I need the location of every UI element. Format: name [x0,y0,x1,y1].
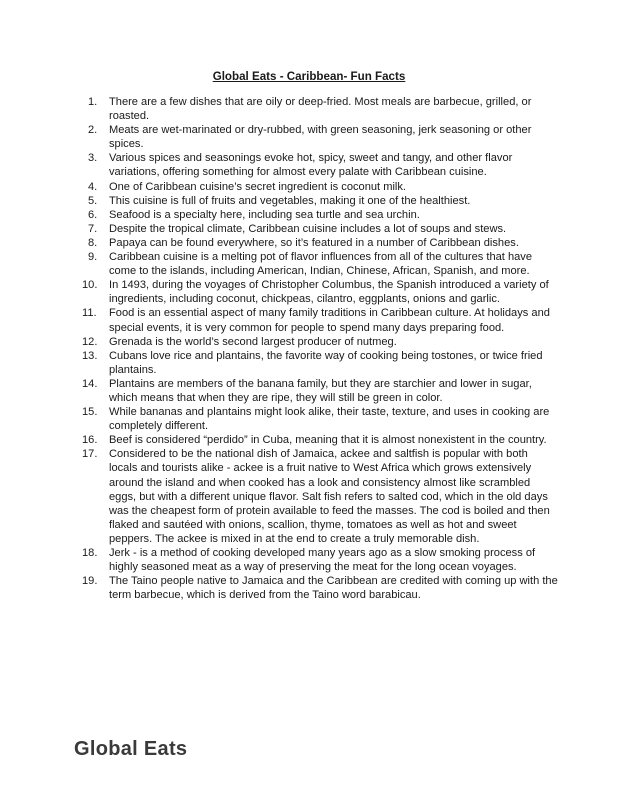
fact-text: While bananas and plantains might look alike, their taste, texture, and uses in cooking are completely different. [109,406,550,433]
fact-number: 19. [82,575,98,588]
fact-text: Food is an essential aspect of many family traditions in Caribbean culture. At holidays and special events, it is very common for people to spend many days preparing food. [109,307,550,334]
fact-item [88,194,558,208]
fact-number: 10. [82,279,98,292]
fact-item [88,180,558,194]
fact-text: Considered to be the national dish of Jamaica, ackee and saltfish is popular with both locals and tourists alike - ackee is a fruit native to West Africa which grows extensively around the island and when cooked has a look and consistency almost like scrambled eggs, but with a different unique flavor. Salt fish refers to salted cod, which in the old days was the cheapest form of protein available to feed the masses. The cod is boiled and then flaked and sautéed with onions, scallion, thyme, tomatoes as well as hot and sweet peppers. The ackee is mixed in at the end to create a truly memorable dish. [109,448,550,545]
fact-number: 5. [88,194,98,207]
fact-item [82,433,558,447]
fact-item [88,151,558,179]
fact-number: 12. [82,335,98,348]
fact-item [88,250,558,278]
fact-item [82,405,558,433]
fact-text: The Taino people native to Jamaica and the Caribbean are credited with coming up with the term barbecue, which is derived from the Taino word barabicau. [109,575,558,602]
fact-text: Various spices and seasonings evoke hot, spicy, sweet and tangy, and other flavor variations, offering something for almost every palate with Caribbean cuisine. [109,152,513,179]
fact-item [88,208,558,222]
global-eats-logo: Global Eats [74,738,188,760]
fact-number: 15. [82,406,98,419]
fact-number: 16. [82,434,98,447]
fact-text: This cuisine is full of fruits and vegetables, making it one of the healthiest. [109,194,471,207]
fact-number: 1. [88,96,98,108]
fact-item [82,335,558,349]
fact-item [88,95,558,123]
fact-item [82,447,558,546]
fact-number: 7. [88,222,98,235]
fact-item [88,123,558,151]
fact-number: 13. [82,349,98,362]
fact-number: 18. [82,547,98,559]
fact-text: In 1493, during the voyages of Christopher Columbus, the Spanish introduced a variety of ingredients, including coconut, chickpeas, cilantro, eggplants, onions and garlic. [109,279,549,306]
fact-number: 6. [88,208,98,221]
fact-text: Jerk - is a method of cooking developed many years ago as a slow smoking process of highly seasoned meat as a way of preserving the meat for the long ocean voyages. [109,547,536,574]
fact-item [82,349,558,377]
fact-text: Grenada is the world’s second largest producer of nutmeg. [109,335,397,348]
fact-number: 11. [82,307,97,320]
fact-number: 3. [88,152,98,165]
fact-item [88,222,558,236]
fact-text: Papaya can be found everywhere, so it’s featured in a number of Caribbean dishes. [109,236,519,249]
fact-item [82,278,558,306]
fact-item [88,236,558,250]
fun-facts-list [82,95,558,602]
fact-number: 17. [82,448,98,461]
fact-text: One of Caribbean cuisine’s secret ingredient is coconut milk. [109,180,407,193]
fact-text: Beef is considered “perdido” in Cuba, meaning that it is almost nonexistent in the country. [109,434,547,447]
fact-text: Cubans love rice and plantains, the favorite way of cooking being tostones, or twice fried plantains. [109,349,543,376]
fact-text: There are a few dishes that are oily or deep-fried. Most meals are barbecue, grilled, or roasted. [109,96,532,123]
fact-number: 8. [88,236,98,249]
document-title: Global Eats - Caribbean- Fun Facts [212,70,406,83]
fact-number: 14. [82,377,98,390]
fact-text: Seafood is a specialty here, including sea turtle and sea urchin. [109,208,420,221]
fact-text: Meats are wet-marinated or dry-rubbed, with green seasoning, jerk seasoning or other spices. [109,124,532,151]
fact-text: Plantains are members of the banana family, but they are starchier and lower in sugar, which means that when they are ripe, they will still be green in color. [109,377,532,404]
fact-text: Despite the tropical climate, Caribbean cuisine includes a lot of soups and stews. [109,222,507,235]
fact-number: 4. [88,180,98,193]
fact-item [82,306,558,334]
fact-number: 9. [88,251,98,264]
fact-item [82,574,558,602]
fact-item [82,377,558,405]
fact-text: Caribbean cuisine is a melting pot of flavor influences from all of the cultures that have come to the islands, including American, Indian, Chinese, African, Spanish, and more. [109,251,533,278]
fact-item [82,546,558,574]
fact-number: 2. [88,124,98,137]
